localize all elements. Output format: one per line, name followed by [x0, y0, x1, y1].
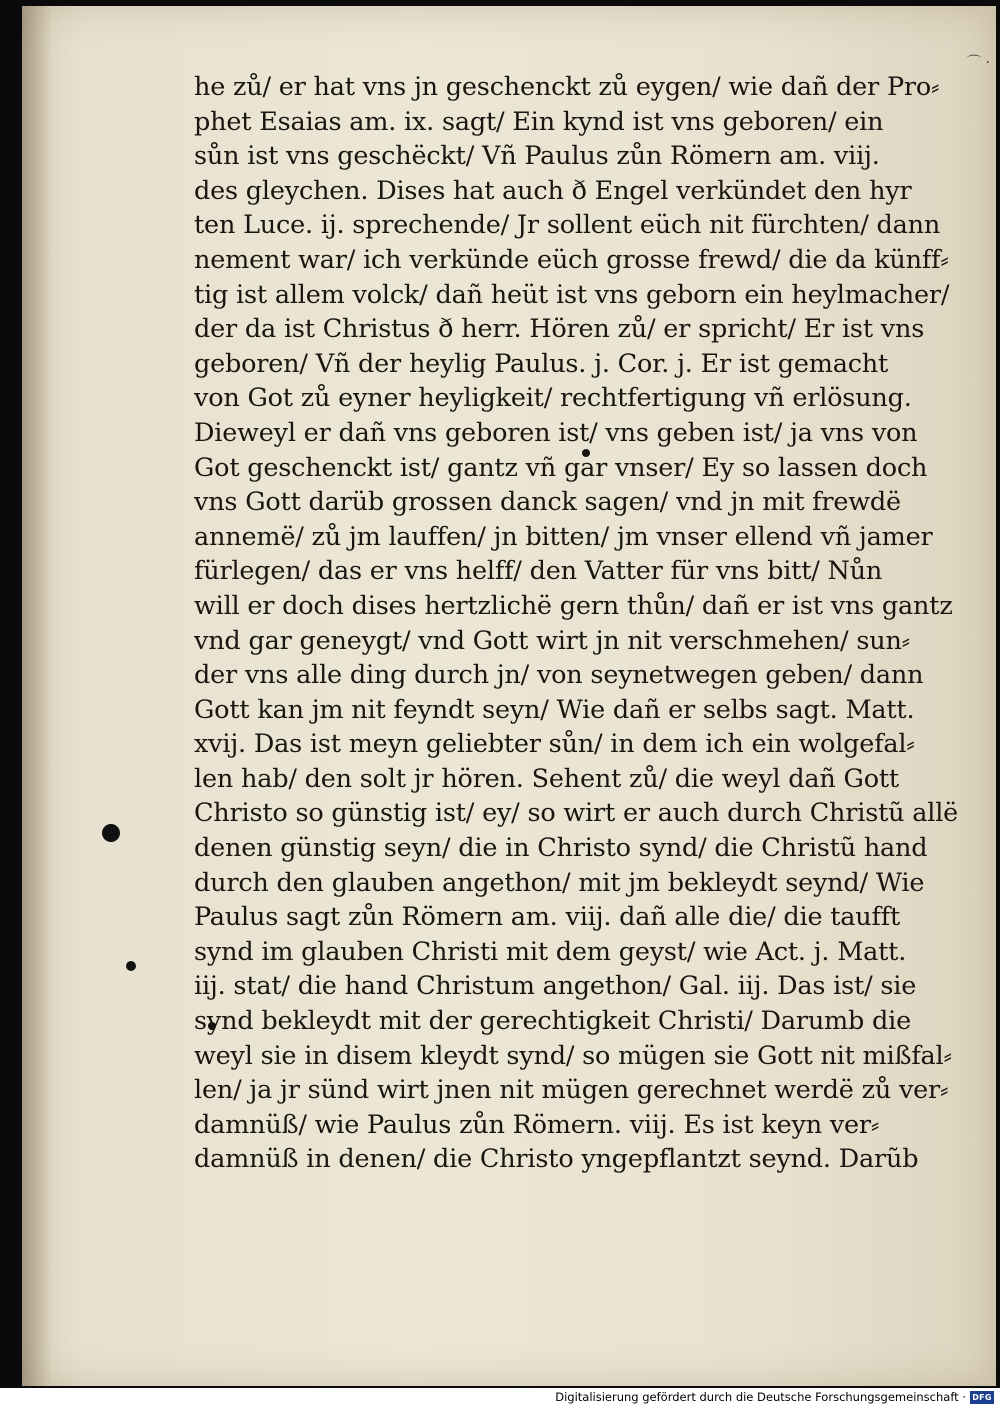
text-line: durch den glauben angethon/ mit jm bekleydt seynd/ Wie — [194, 867, 925, 898]
dfg-logo[interactable]: DFG — [970, 1391, 994, 1404]
text-line: xvij. Das ist meyn geliebter sůn/ in dem ich ein wolgefal⸗ — [194, 729, 915, 760]
text-line: len/ ja jr sünd wirt jnen nit mügen gerechnet werdë zů ver⸗ — [194, 1075, 949, 1106]
text-line: he zů/ er hat vns jn geschenckt zů eygen/ wie dañ der Pro⸗ — [194, 72, 940, 102]
binding-hole — [126, 961, 136, 971]
text-line: von Got zů eyner heyligkeit/ rechtfertigung vñ erlösung. — [194, 383, 912, 414]
text-line: len hab/ den solt jr hören. Sehent zů/ die weyl dañ Gott — [194, 763, 899, 794]
text-line: des gleychen. Dises hat auch ð Engel verkündet den hyr — [194, 175, 912, 206]
text-line: sůn ist vns geschëckt/ Vñ Paulus zůn Römern am. viij. — [194, 141, 880, 172]
text-line: der vns alle ding durch jn/ von seynetwegen geben/ dann — [194, 660, 924, 691]
text-line: Dieweyl er dañ vns geboren ist/ vns geben ist/ ja vns von — [194, 417, 918, 448]
text-line: iij. stat/ die hand Christum angethon/ Gal. iij. Das ist/ sie — [194, 971, 917, 1002]
text-line: ten Luce. ij. sprechende/ Jr sollent eüch nit fürchten/ dann — [194, 210, 941, 241]
text-line: tig ist allem volck/ dañ heüt ist vns geborn ein heylmacher/ — [194, 279, 950, 310]
text-line: vnd gar geneygt/ vnd Gott wirt jn nit verschmehen/ sun⸗ — [194, 625, 910, 656]
text-line: geboren/ Vñ der heylig Paulus. j. Cor. j. Er ist gemacht — [194, 348, 889, 379]
text-line: phet Esaias am. ix. sagt/ Ein kynd ist vns geboren/ ein — [194, 106, 884, 137]
text-line: fürlegen/ das er vns helff/ den Vatter für vns bitt/ Nůn — [194, 556, 883, 587]
corner-marks: ⌒ · — [967, 55, 990, 71]
text-line: synd im glauben Christi mit dem geyst/ wie Act. j. Matt. — [194, 936, 907, 967]
text-line: damnüß in denen/ die Christo yngepflantzt seynd. Darũb — [194, 1144, 919, 1175]
footer-bar — [0, 1388, 1000, 1407]
text-line: synd bekleydt mit der gerechtigkeit Christi/ Darumb die — [194, 1006, 912, 1037]
text-line: nement war/ ich verkünde eüch grosse frewd/ die da künff⸗ — [194, 244, 949, 275]
text-line: weyl sie in disem kleydt synd/ so mügen sie Gott nit mißfal⸗ — [194, 1040, 952, 1071]
text-line: Got geschenckt ist/ gantz vñ gar vnser/ Ey so lassen doch — [194, 452, 928, 483]
binding-hole — [102, 824, 120, 842]
text-line: Christo so günstig ist/ ey/ so wirt er auch durch Christũ allë — [194, 798, 959, 829]
page-text — [194, 70, 974, 1177]
text-line: damnüß/ wie Paulus zůn Römern. viij. Es ist keyn ver⸗ — [194, 1109, 880, 1140]
text-line: Gott kan jm nit feyndt seyn/ Wie dañ er selbs sagt. Matt. — [194, 694, 915, 725]
text-line: denen günstig seyn/ die in Christo synd/ die Christũ hand — [194, 833, 928, 864]
text-line: Paulus sagt zůn Römern am. viij. dañ alle die/ die taufft — [194, 902, 901, 933]
gutter-shadow — [22, 6, 52, 1386]
text-line: der da ist Christus ð herr. Hören zů/ er spricht/ Er ist vns — [194, 314, 925, 345]
book-page — [22, 6, 996, 1386]
funding-credit: Digitalisierung gefördert durch die Deutsche Forschungsgemeinschaft · — [555, 1390, 966, 1404]
text-line: will er doch dises hertzlichë gern thůn/ dañ er ist vns gantz — [194, 590, 953, 621]
text-line: vns Gott darüb grossen danck sagen/ vnd jn mit frewdë — [194, 487, 901, 518]
text-line: annemë/ zů jm lauffen/ jn bitten/ jm vnser ellend vñ jamer — [194, 521, 933, 552]
